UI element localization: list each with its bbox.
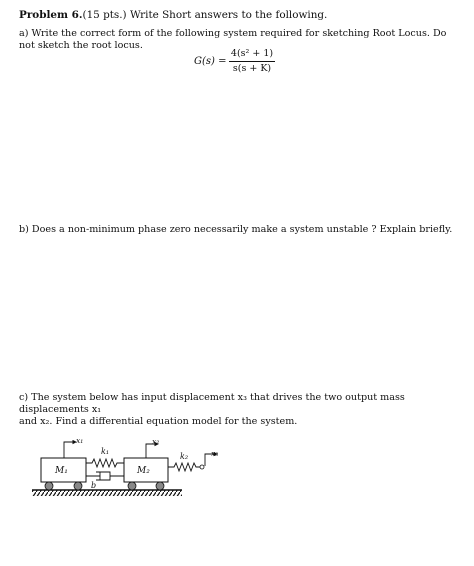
problem-instruction: Write Short answers to the following. (129, 9, 328, 21)
x2-arrow (146, 444, 158, 458)
equation-lhs: G(s) = (194, 56, 227, 67)
problem-title: Problem 6. (19, 9, 83, 21)
x1-arrow (64, 442, 76, 458)
transfer-function-equation (190, 48, 310, 78)
mass-1-label: M₁ (55, 466, 68, 476)
damper-b (86, 472, 124, 480)
fraction-bar (229, 61, 275, 62)
equation-numerator: 4(s² + 1) (230, 48, 274, 59)
damper-b-label: b (91, 481, 97, 490)
input-node (200, 465, 204, 469)
problem-heading (19, 9, 327, 21)
part-a-question: a) Write the correct form of the following system required for sketching Root Locus. Do not sketch the root locus. (19, 28, 447, 51)
spring-k2 (168, 463, 200, 471)
part-c-question (19, 392, 459, 428)
mass-2-wheel-right (156, 482, 164, 490)
equation-denominator: s(s + K) (232, 63, 272, 74)
spring-k1-label: k₁ (101, 447, 110, 456)
ground-hatch (32, 490, 182, 496)
spring-k2-label: k₂ (180, 452, 189, 461)
spring-k1 (86, 459, 124, 467)
part-b-question: b) Does a non-minimum phase zero necessarily make a system unstable ? Explain briefly. (19, 224, 453, 235)
mass-2-label: M₂ (137, 466, 150, 476)
equation-fraction (229, 48, 275, 75)
x2-label: x₂ (152, 437, 160, 446)
x3-label: x₃ (211, 449, 219, 458)
mass-1-wheel-right (74, 482, 82, 490)
mass-spring-diagram (28, 432, 228, 504)
x1-label: x₁ (76, 436, 84, 445)
mass-1-wheel-left (45, 482, 53, 490)
part-c-line-2: and x₂. Find a differential equation model for the system. (19, 416, 298, 427)
mass-2-wheel-left (128, 482, 136, 490)
part-c-line-1: c) The system below has input displacement x₃ that drives the two output mass displacements x₁ (19, 392, 405, 415)
mass-spring-damper-figure (28, 432, 228, 504)
problem-points: (15 pts.) (82, 9, 127, 21)
